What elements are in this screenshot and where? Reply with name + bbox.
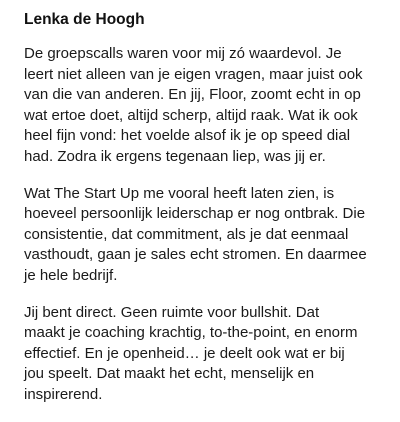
author-name: Lenka de Hoogh (24, 11, 145, 28)
paragraph-line: je hele bedrijf. (24, 266, 118, 284)
testimonial-document (24, 10, 384, 422)
paragraph-line: vasthoudt, gaan je sales echt stromen. En daarmee (24, 246, 367, 264)
paragraph-line: De groepscalls waren voor mij zó waardevol. Je (24, 45, 342, 62)
paragraph-line: inspirerend. (24, 385, 103, 403)
paragraph-line: effectief. En je openheid… je deelt ook wat er bij (24, 344, 345, 362)
paragraph-line: wat ertoe doet, altijd scherp, altijd raak. Wat ik ook (24, 106, 358, 124)
paragraph-1 (24, 44, 384, 168)
paragraph-3 (24, 303, 384, 406)
paragraph-2 (24, 184, 384, 287)
paragraph-line: maakt je coaching krachtig, to-the-point, en enorm (24, 324, 358, 342)
paragraph-line: had. Zodra ik ergens tegenaan liep, was jij er. (24, 147, 326, 165)
paragraph-line: Wat The Start Up me vooral heeft laten zien, is (24, 184, 335, 202)
paragraph-line: jou speelt. Dat maakt het echt, menselijk en (24, 365, 315, 383)
paragraph-line: hoeveel persoonlijk leiderschap er nog ontbrak. Die (24, 205, 366, 223)
paragraph-line: van die van anderen. En jij, Floor, zoomt echt in op (24, 86, 361, 104)
paragraph-line: leert niet alleen van je eigen vragen, maar juist ook (24, 65, 363, 83)
paragraph-line: heel fijn vond: het voelde alsof ik je op speed dial (24, 127, 351, 145)
paragraph-line: Jij bent direct. Geen ruimte voor bullshit. Dat (24, 303, 320, 321)
paragraph-line: consistentie, dat commitment, als je dat eenmaal (24, 225, 349, 243)
